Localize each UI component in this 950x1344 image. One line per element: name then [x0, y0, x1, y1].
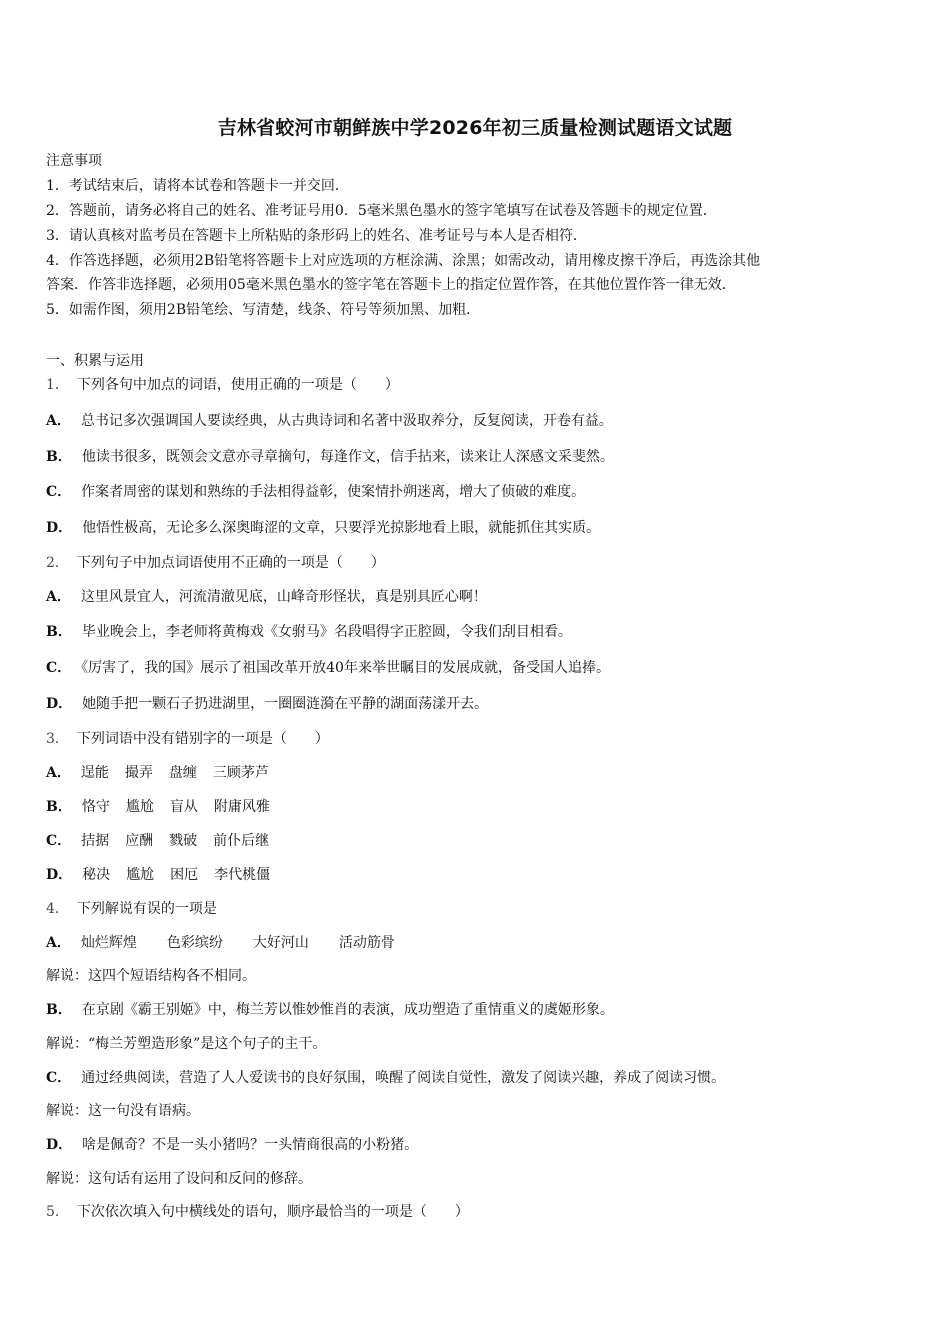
option-letter: A．: [46, 589, 71, 605]
question-1-option-d: [46, 518, 600, 538]
option-word: 李代桃僵: [214, 867, 271, 883]
question-4-explanation-b: 解说：“梅兰芳塑造形象”是这个句子的主干。: [46, 1036, 327, 1052]
option-word: 活动筋骨: [338, 935, 395, 951]
option-letter: B．: [46, 1002, 72, 1018]
option-word: 色彩缤纷: [166, 935, 223, 951]
option-letter: C．: [46, 833, 72, 849]
option-word: 盲从: [169, 799, 198, 815]
question-3-option-c: [46, 831, 285, 851]
question-1-option-a: [46, 411, 613, 431]
question-2-option-c: [46, 658, 610, 678]
option-word: 附庸风雅: [213, 799, 270, 815]
option-letter: D．: [46, 1137, 73, 1153]
question-text: 下次依次填入句中横线处的语句，顺序最恰当的一项是（ ）: [76, 1204, 469, 1220]
option-letter: C．: [46, 1070, 72, 1086]
question-number: 3．: [46, 731, 69, 747]
notes-heading: 注意事项: [46, 153, 102, 169]
question-number: 4．: [46, 901, 69, 917]
question-text: 下列句子中加点词语使用不正确的一项是（ ）: [76, 555, 385, 571]
question-4-option-b: [46, 1000, 614, 1020]
option-text: 他读书很多，既领会文意亦寻章摘句，每逢作文，信手拈来，读来让人深感文采斐然。: [81, 449, 614, 465]
question-1-option-c: [46, 482, 585, 502]
question-3-option-b: [46, 797, 286, 817]
option-letter: B．: [46, 449, 72, 465]
option-word: 尴尬: [125, 799, 154, 815]
option-text: 作案者周密的谋划和熟练的手法相得益彰，使案情扑朔迷离，增大了侦破的难度。: [81, 484, 586, 500]
question-4-option-d: [46, 1135, 418, 1155]
question-text: 下列解说有误的一项是: [76, 901, 217, 917]
note-item: 5．如需作图，须用2B铅笔绘、写清楚，线条、符号等须加黑、加粗．: [46, 302, 481, 318]
option-text: 通过经典阅读，营造了人人爱读书的良好氛围，唤醒了阅读自觉性，激发了阅读兴趣，养成了阅读习惯。: [81, 1070, 726, 1086]
question-2-option-b: [46, 622, 572, 642]
option-text: 《厉害了，我的国》展示了祖国改革开放40年来举世瞩目的发展成就，备受国人追捧。: [81, 660, 610, 676]
note-item: 3．请认真核对监考员在答题卡上所粘贴的条形码上的姓名、准考证号与本人是否相符．: [46, 228, 587, 244]
option-letter: A．: [46, 765, 71, 781]
option-word: 拮据: [81, 833, 110, 849]
question-2-option-a: [46, 587, 487, 607]
option-text: 啥是佩奇？不是一头小猪吗？一头情商很高的小粉猪。: [82, 1137, 419, 1153]
option-word: 困厄: [170, 867, 199, 883]
question-3-option-a: [46, 763, 285, 783]
question-1-stem: [46, 375, 399, 395]
question-5-stem: [46, 1202, 469, 1222]
section-heading: 一、积累与运用: [46, 353, 144, 369]
question-4-explanation-a: 解说：这四个短语结构各不相同。: [46, 968, 256, 984]
question-4-option-a: [46, 933, 425, 953]
option-letter: D．: [46, 867, 73, 883]
option-word: 三顾茅芦: [212, 765, 269, 781]
option-word: 撮弄: [124, 765, 153, 781]
note-item: 答案．作答非选择题，必须用05毫米黑色墨水的签字笔在答题卡上的指定位置作答，在其他位置作答一律无效．: [46, 277, 736, 293]
option-word: 应酬: [125, 833, 154, 849]
option-text: 他悟性极高，无论多么深奥晦涩的文章，只要浮光掠影地看上眼，就能抓住其实质。: [82, 520, 601, 536]
option-text: 毕业晚会上，李老师将黄梅戏《女驸马》名段唱得字正腔圆，令我们刮目相看。: [81, 624, 572, 640]
option-text: 总书记多次强调国人要读经典，从古典诗词和名著中汲取养分，反复阅读，开卷有益。: [80, 413, 613, 429]
question-4-option-c: [46, 1068, 725, 1088]
option-word: 逞能: [80, 765, 109, 781]
question-3-option-d: [46, 865, 286, 885]
option-word: 恪守: [81, 799, 110, 815]
question-number: 2．: [46, 555, 69, 571]
option-text: 这里风景宜人，河流清澈见底，山峰奇形怪状，真是别具匠心啊！: [80, 589, 487, 605]
option-letter: C．: [46, 484, 72, 500]
option-letter: A．: [46, 413, 71, 429]
question-4-explanation-d: 解说：这句话有运用了设问和反问的修辞。: [46, 1171, 312, 1187]
option-word: 前仆后继: [213, 833, 270, 849]
page-title: 吉林省蛟河市朝鲜族中学2026年初三质量检测试题语文试题: [217, 117, 733, 139]
option-word: 大好河山: [252, 935, 309, 951]
question-2-stem: [46, 553, 385, 573]
option-letter: C．: [46, 660, 72, 676]
option-word: 戮破: [169, 833, 198, 849]
option-letter: D．: [46, 520, 73, 536]
note-item: 4．作答选择题，必须用2B铅笔将答题卡上对应选项的方框涂满、涂黑；如需改动，请用橡皮擦干净后，再选涂其他: [46, 253, 761, 269]
question-3-stem: [46, 729, 329, 749]
question-number: 5．: [46, 1204, 69, 1220]
question-1-option-b: [46, 447, 614, 467]
question-text: 下列各句中加点的词语，使用正确的一项是（ ）: [76, 377, 399, 393]
question-4-stem: [46, 899, 217, 919]
question-text: 下列词语中没有错别字的一项是（ ）: [76, 731, 329, 747]
question-number: 1．: [46, 377, 69, 393]
question-2-option-d: [46, 694, 488, 714]
option-text: 在京剧《霸王别姬》中，梅兰芳以惟妙惟肖的表演，成功塑造了重情重义的虞姬形象。: [81, 1002, 614, 1018]
option-letter: D．: [46, 696, 73, 712]
note-item: 1．考试结束后，请将本试卷和答题卡一并交回．: [46, 178, 349, 194]
option-letter: B．: [46, 624, 72, 640]
option-word: 盘缠: [168, 765, 197, 781]
question-4-explanation-c: 解说：这一句没有语病。: [46, 1103, 200, 1119]
option-letter: A．: [46, 935, 71, 951]
option-text: 她随手把一颗石子扔进湖里，一圈圈涟漪在平静的湖面荡漾开去。: [82, 696, 489, 712]
option-word: 秘决: [82, 867, 111, 883]
option-word: 灿烂辉煌: [80, 935, 137, 951]
option-word: 尴尬: [126, 867, 155, 883]
option-letter: B．: [46, 799, 72, 815]
note-item: 2．答题前，请务必将自己的姓名、准考证号用0．5毫米黑色墨水的签字笔填写在试卷及答题卡的规定位置．: [46, 203, 717, 219]
